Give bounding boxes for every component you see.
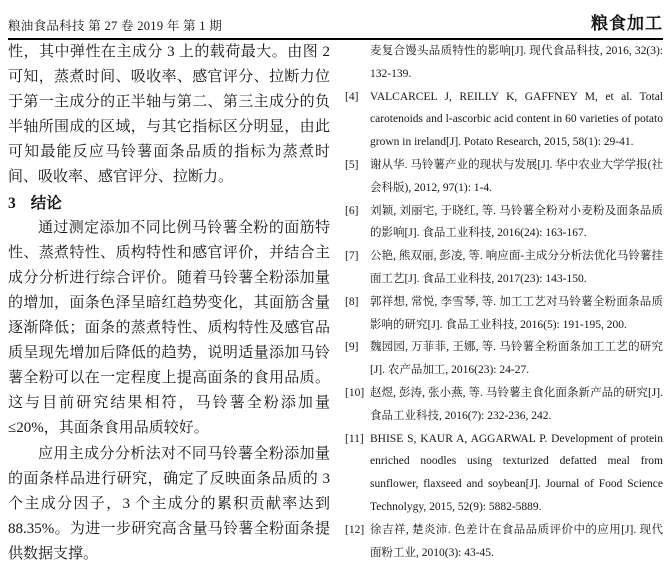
- reference-number: [10]: [345, 386, 365, 399]
- reference-number: [7]: [345, 250, 359, 263]
- page-header: [8, 9, 663, 40]
- reference-number: [9]: [345, 341, 359, 354]
- body-paragraph: 应用主成分分析法对不同马铃薯全粉添加量的面条样品进行研究，确定了反映面条品质的 3 个主成分因子，3 个主成分的累积贡献率达到 88.35%。为进一步研究高含量马铃薯全粉面条提供数据支撑。: [8, 445, 330, 562]
- reference-continuation: 麦复合馒头品质特性的影响[J]. 现代食品科技, 2016, 32(3): 132-139.: [370, 45, 663, 80]
- reference-number: [4]: [345, 90, 359, 103]
- section-number: 3: [8, 194, 16, 212]
- section-title: 结论: [30, 194, 62, 212]
- reference-item: [345, 200, 663, 246]
- reference-text: 谢从华. 马铃薯产业的现状与发展[J]. 华中农业大学学报(社会科版), 2012, 97(1): 1-4.: [370, 158, 663, 194]
- reference-text: 刘颖, 刘丽宅, 于晓红, 等. 马铃薯全粉对小麦粉及面条品质的影响[J]. 食品工业科技, 2016(24): 163-167.: [370, 204, 663, 240]
- reference-number: [5]: [345, 158, 359, 171]
- reference-item: [345, 291, 663, 337]
- reference-number: [11]: [345, 432, 364, 445]
- reference-item: [345, 86, 663, 154]
- reference-text: BHISE S, KAUR A, AGGARWAL P. Development of protein enriched noodles using texturized defatted meal from sunflower, flaxseed and soybean[J]. Journal of Food Science Technolygy, 2015, 52(9): 5882-5889.: [370, 432, 663, 513]
- reference-text: 魏园园, 万菲菲, 王娜, 等. 马铃薯全粉面条加工工艺的研究[J]. 农产品加工, 2016(23): 24-27.: [370, 341, 663, 377]
- two-column-body: [8, 40, 663, 569]
- references-column: [345, 40, 663, 569]
- reference-number: [6]: [345, 204, 359, 217]
- reference-text: 徐吉祥, 楚炎沛. 色差计在食品品质评价中的应用[J]. 现代面粉工业, 2010(3): 43-45.: [370, 523, 663, 559]
- reference-item: [345, 245, 663, 291]
- reference-item: [345, 519, 663, 565]
- body-paragraph-continuation: 性，其中弹性在主成分 3 上的载荷最大。由图 2 可知，蒸煮时间、吸收率、感官评分、拉断力位于第一主成分的正半轴与第二、第三主成分的负半轴所围成的区域，与其它指标区分明显，由此可知最能反应马铃薯面条品质的指标为蒸煮时间、吸收率、感官评分、拉断力。: [8, 44, 330, 186]
- reference-text: 郭祥想, 常悦, 李雪琴, 等. 加工工艺对马铃薯全粉面条品质影响的研究[J]. 食品工业科技, 2016(5): 191-195, 200.: [370, 295, 663, 331]
- reference-item: [345, 336, 663, 382]
- section-heading: [8, 191, 330, 216]
- reference-text: 赵煜, 彭涛, 张小燕, 等. 马铃薯主食化面条新产品的研究[J]. 食品工业科技, 2016(7): 232-236, 242.: [370, 386, 663, 422]
- article-column: [8, 40, 330, 569]
- reference-number: [12]: [345, 523, 365, 536]
- body-paragraph: 通过测定添加不同比例马铃薯全粉的面筋特性、蒸煮特性、质构特性和感官评价，并结合主成分分析进行综合评价。随着马铃薯全粉添加量的增加，面条色泽呈暗红趋势变化，其面筋含量逐渐降低；面条的蒸煮特性、质构特性及感官品质呈现先增加后降低的趋势，说明适量添加马铃薯全粉可以在一定程度上提高面条的食用品质。这与目前研究结果相符，马铃薯全粉添加量≤20%，其面条食用品质较好。: [8, 219, 330, 437]
- reference-text: VALCARCEL J, REILLY K, GAFFNEY M, et al. Total carotenoids and l-ascorbic acid content in 60 varieties of potato grown in ireland[J]. Potato Research, 2015, 58(1): 29-41.: [370, 90, 663, 149]
- reference-item: [345, 154, 663, 200]
- reference-text: 公艳, 熊双丽, 彭凌, 等. 响应面-主成分分析法优化马铃薯挂面工艺[J]. 食品工业科技, 2017(23): 143-150.: [370, 250, 663, 285]
- reference-item: [345, 428, 663, 519]
- section-label: 粮食加工: [591, 14, 663, 33]
- journal-info: 粮油食品科技 第 27 卷 2019 年 第 1 期: [8, 19, 223, 33]
- reference-item: [345, 382, 663, 428]
- reference-number: [8]: [345, 295, 359, 308]
